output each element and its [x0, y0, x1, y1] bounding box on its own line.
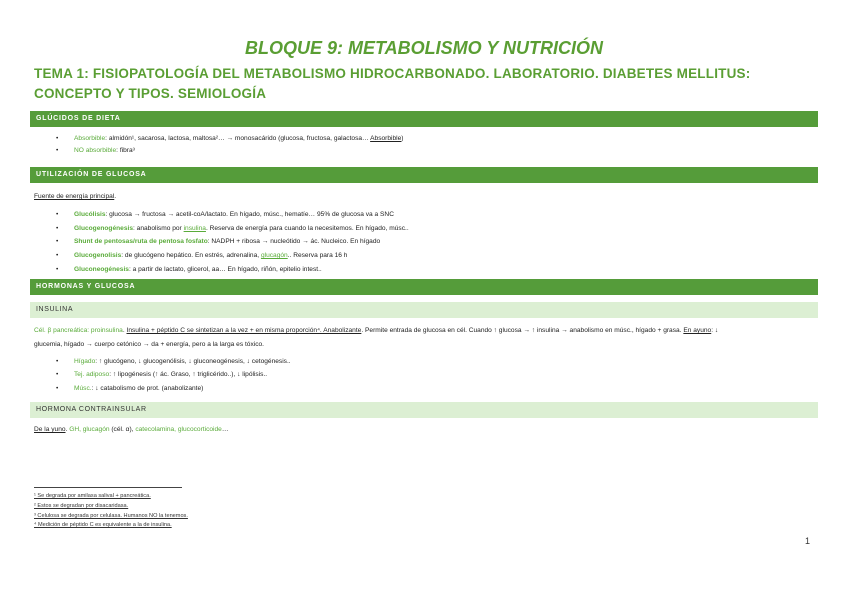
page-number: 1: [805, 536, 811, 546]
para-label: Cél. β pancreática: proinsulina: [34, 327, 123, 334]
item-text: : glucosa → fructosa → acetil-coA/lactato. En hígado, músc., hematíe… 95% de glucosa va a SNC: [105, 211, 394, 218]
item-text: : a partir de lactato, glicerol, aa… En hígado, riñón, epitelio intest..: [128, 266, 322, 273]
glucagon-link[interactable]: glucagón: [260, 252, 288, 259]
insulina-link[interactable]: insulina: [183, 225, 206, 232]
item-label: Glucólisis: [74, 211, 106, 218]
intro-underlined: Fuente de energía principal: [34, 193, 115, 200]
item-text: : almidón¹, sacarosa, lactosa, maltosa²… → monosacárido (glucosa, fructosa, galactosa…: [105, 135, 371, 142]
para-green-1: GH, glucagón: [69, 426, 110, 433]
item-label: Shunt de pentosas/ruta de pentosa fosfato: [74, 238, 208, 245]
footnote-4: ⁴ Medición de péptido C es equivalente a la de insulina.: [34, 522, 172, 528]
item-rest: .. Reserva para 16 h: [287, 252, 348, 259]
item-label: Absorbible: [74, 135, 106, 142]
list-item: • Glucólisis: glucosa → fructosa → acetil-coA/lactato. En hígado, músc., hematíe… 95% de glucosa va a SNC: [56, 211, 394, 218]
topic-title-line-1: TEMA 1: FISIOPATOLOGÍA DEL METABOLISMO HIDROCARBONADO. LABORATORIO. DIABETES MELLITUS:: [34, 66, 751, 81]
intro-end: .: [114, 193, 117, 200]
item-label: Músc.: [74, 385, 92, 392]
list-item: • Gluconeogénesis: a partir de lactato, glicerol, aa… En hígado, riñón, epitelio intest..: [56, 266, 322, 273]
intro-text: [34, 193, 116, 200]
subsection-heading-insulina: INSULINA: [30, 302, 818, 318]
para-text: . Permite entrada de glucosa en cél. Cuando ↑ glucosa → ↑ insulina → anabolismo en músc., hígado + grasa.: [361, 327, 684, 334]
item-end: ): [401, 135, 404, 142]
footnote-1: ¹ Se degrada por amilasa salival + pancreática.: [34, 493, 151, 499]
para-end: …: [221, 426, 229, 433]
item-text: : anabolismo por: [133, 225, 184, 232]
item-text: : NADPH + ribosa → nucleótido → ác. Nucleico. En hígado: [207, 238, 381, 245]
list-item: • Absorbible: almidón¹, sacarosa, lactosa, maltosa²… → monosacárido (glucosa, fructosa, galactosa… Absorbible): [56, 135, 404, 142]
item-rest: . Reserva de energía para cuando la necesitemos. En hígado, músc..: [205, 225, 409, 232]
item-label: Glucogenogénesis: [74, 225, 133, 232]
para-mid: (cél. α),: [109, 426, 136, 433]
topic-title-line-2: CONCEPTO Y TIPOS. SEMIOLOGÍA: [34, 86, 267, 101]
item-label: Gluconeogénesis: [74, 266, 129, 273]
item-label: Hígado: [74, 358, 96, 365]
para-underlined-2: En ayuno: [683, 327, 712, 334]
para-text: .: [65, 426, 70, 433]
item-underlined: Absorbible: [370, 135, 402, 142]
list-item: • Glucogenogénesis: anabolismo por insulina. Reserva de energía para cuando la necesitemos. En hígado, músc..: [56, 225, 409, 232]
item-label: NO absorbible: [74, 147, 117, 154]
section-heading-utilizacion: UTILIZACIÓN DE GLUCOSA: [30, 167, 818, 183]
item-label: Tej. adiposo: [74, 371, 110, 378]
list-item: • Hígado: ↑ glucógeno, ↓ glucogenólisis, ↓ gluconeogénesis, ↓ cetogénesis..: [56, 358, 291, 365]
list-item: • Músc.: ↓ catabolismo de prot. (anabolizante): [56, 385, 204, 392]
list-item: • NO absorbible: fibra³: [56, 147, 135, 154]
insulina-paragraph: Cél. β pancreática: proinsulina. Insulina + péptido C se sintetizan a la vez + en misma proporción⁴. Anabolizante. Permite entrada de glucosa en cél. Cuando ↑ glucosa → ↑ insulina → anabolismo en músc., hígado + grasa. En ayuno: ↓: [34, 327, 719, 334]
item-text: : ↑ lipogénesis (↑ ác. Graso, ↑ triglicérido..), ↓ lipólisis..: [109, 371, 268, 378]
item-label: Glucogenolisis: [74, 252, 122, 259]
item-text: : fibra³: [116, 147, 135, 154]
section-heading-hormonas: HORMONAS Y GLUCOSA: [30, 279, 818, 295]
list-item: • Shunt de pentosas/ruta de pentosa fosfato: NADPH + ribosa → nucleótido → ác. Nucleico. En hígado: [56, 238, 381, 245]
item-text: : ↓ catabolismo de prot. (anabolizante): [91, 385, 204, 392]
subsection-heading-contrainsular: HORMONA CONTRAINSULAR: [30, 402, 818, 418]
footnote-3: ³ Celulosa se degrada por celulasa. Humanos NO la tenemos.: [34, 513, 188, 519]
section-heading-glucidos: GLÚCIDOS DE DIETA: [30, 111, 818, 127]
list-item: • Glucogenolisis: de glucógeno hepático. En estrés, adrenalina, glucagón.. Reserva para 16 h: [56, 252, 348, 259]
para-green-2: catecolamina, glucocorticoide: [135, 426, 222, 433]
para-end: : ↓: [711, 327, 719, 334]
document-title: BLOQUE 9: METABOLISMO Y NUTRICIÓN: [244, 38, 603, 58]
list-item: • Tej. adiposo: ↑ lipogénesis (↑ ác. Graso, ↑ triglicérido..), ↓ lipólisis..: [56, 371, 268, 378]
item-text: : ↑ glucógeno, ↓ glucogenólisis, ↓ gluconeogénesis, ↓ cetogénesis..: [95, 358, 291, 365]
item-text: : de glucógeno hepático. En estrés, adrenalina,: [121, 252, 261, 259]
footnote-2: ² Estos se degradan por disacaridasa.: [34, 503, 129, 509]
insulina-paragraph-line-2: glucemia, hígado → cuerpo cetónico → da + energía, pero a la larga es tóxico.: [34, 341, 265, 348]
para-underlined: De la yuno: [34, 426, 66, 433]
contrainsular-paragraph: [34, 426, 228, 433]
footnote-separator: [34, 487, 182, 488]
para-underlined: Insulina + péptido C se sintetizan a la vez + en misma proporción⁴. Anabolizante: [126, 327, 362, 334]
